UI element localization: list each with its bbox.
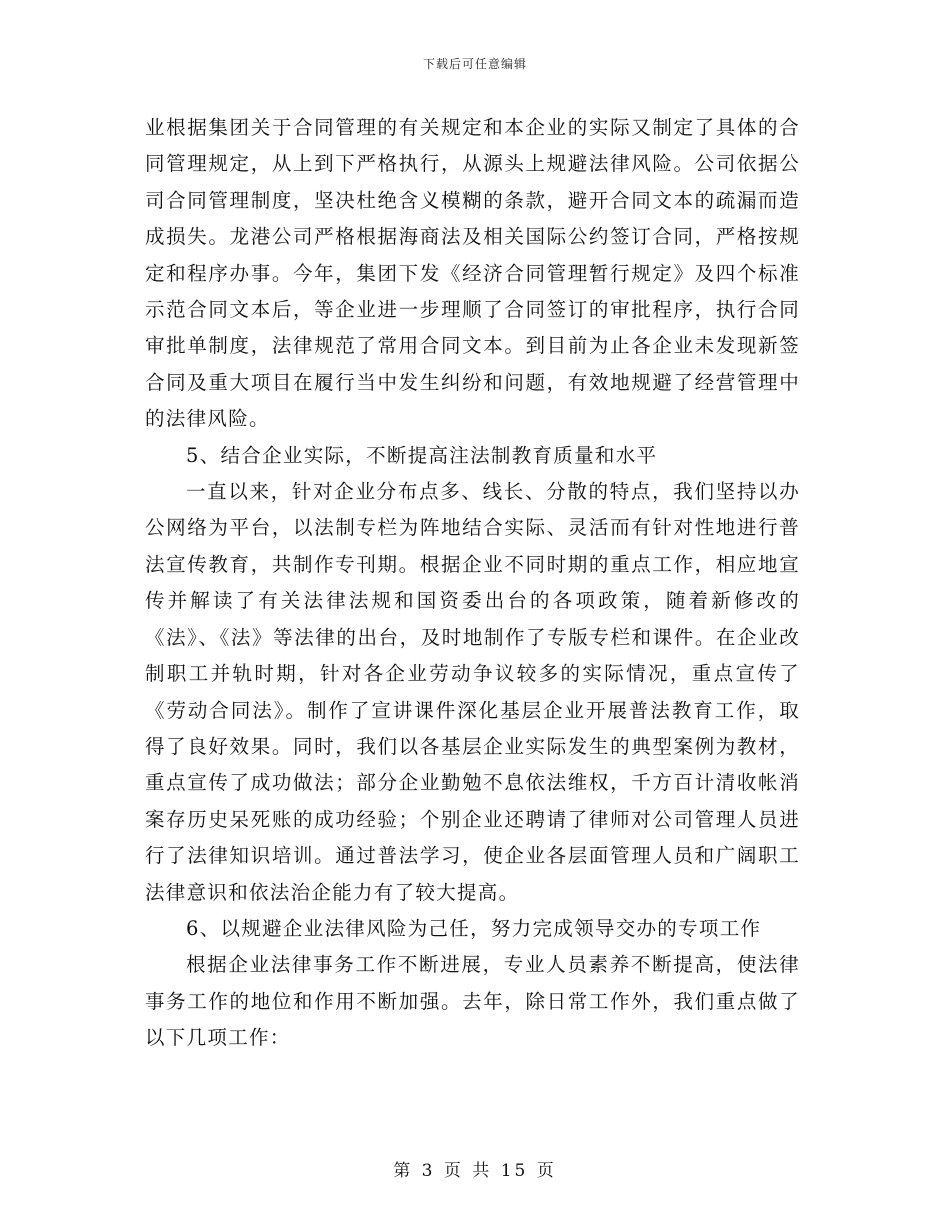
section-heading-5: 5、结合企业实际，不断提高注法制教育质量和水平 — [186, 443, 658, 467]
page-header: 下载后可任意编辑 — [422, 57, 527, 71]
paragraph-special-work: 根据企业法律事务工作不断进展，专业人员素养不断提高，使法律事务工作的地位和作用不断加强。去年，除日常工作外，我们重点做了以下几项工作： — [145, 953, 800, 1050]
paragraph-legal-education: 一直以来，针对企业分布点多、线长、分散的特点，我们坚持以办公网络为平台，以法制专栏为阵地结合实际、灵活而有针对性地进行普法宣传教育，共制作专刊期。根据企业不同时期的重点工作，相应地宣传并解读了有关法律法规和国资委出台的各项政策，随着新修改的《法》、《法》等法律的出台，及时地制作了专版专栏和课件。在企业改制职工并轨时期，针对各企业劳动争议较多的实际情况，重点宣传了《劳动合同法》。制作了宣讲课件深化基层企业开展普法教育工作，取得了良好效果。同时，我们以各基层企业实际发生的典型案例为教材，重点宣传了成功做法；部分企业勤勉不息依法维权，千方百计清收帐消案存历史呆死账的成功经验；个别企业还聘请了律师对公司管理人员进行了法律知识培训。通过普法学习，使企业各层面管理人员和广阔职工法律意识和依法治企能力有了较大提高。 — [145, 480, 800, 904]
page-footer-page-number: 第 3 页 共 15 页 — [393, 1161, 557, 1181]
document-body — [145, 110, 800, 1057]
paragraph-contract-management: 业根据集团关于合同管理的有关规定和本企业的实际又制定了具体的合同管理规定，从上到下严格执行，从源头上规避法律风险。公司依据公司合同管理制度，坚决杜绝含义模糊的条款，避开合同文本的疏漏而造成损失。龙港公司严格根据海商法及相关国际公约签订合同，严格按规定和程序办事。今年，集团下发《经济合同管理暂行规定》及四个标准示范合同文本后，等企业进一步理顺了合同签订的审批程序，执行合同审批单制度，法律规范了常用合同文本。到目前为止各企业未发现新签合同及重大项目在履行当中发生纠纷和问题，有效地规避了经营管理中的法律风险。 — [145, 116, 800, 431]
section-heading-6: 6、以规避企业法律风险为己任，努力完成领导交办的专项工作 — [186, 916, 762, 940]
